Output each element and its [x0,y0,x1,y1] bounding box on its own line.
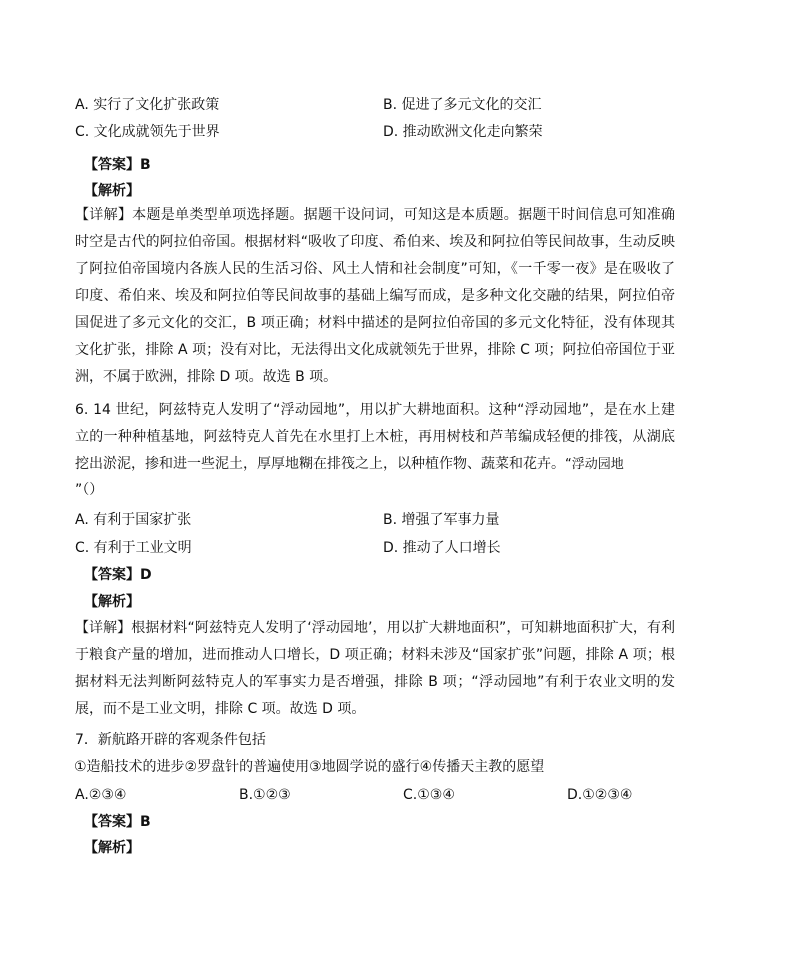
q6-stem-end: ”（） [75,482,104,498]
q6-stem-main: 6. 14 世纪，阿兹特克人发明了“浮动园地”，用以扩大耕地面积。这种“浮动园地”，是在水上建立的一种种植基地，阿兹特克人首先在水里打上木桩，再用树枝和芦苇编成轻便的排筏，从湖底挖出淤泥，掺和进一些泥土，厚厚地糊在排筏之上，以种植作物、蔬菜和花卉。 [75,402,675,472]
q5-answer: 【答案】B [84,157,151,173]
q7-stem: 7．新航路开辟的客观条件包括 [75,732,266,748]
q6-option-c: C. 有利于工业文明 [75,540,192,556]
q6-option-b: B. 增强了军事力量 [383,512,500,528]
q5-option-a: A. 实行了文化扩张政策 [75,97,220,113]
q7-option-c: C.①③④ [403,787,455,803]
q6-analysis-label: 【解析】 [84,594,140,610]
q6-answer: 【答案】D [84,567,152,583]
q7-option-d: D.①②③④ [567,787,633,803]
q7-conditions: ①造船技术的进步②罗盘针的普遍使用③地圆学说的盛行④传播天主教的愿望 [74,759,545,775]
q6-option-a: A. 有利于国家扩张 [75,512,192,528]
q7-option-b: B.①②③ [239,787,291,803]
q5-option-d: D. 推动欧洲文化走向繁荣 [383,124,543,140]
q7-answer: 【答案】B [84,814,151,830]
q5-option-b: B. 促进了多元文化的交汇 [383,97,542,113]
q5-analysis-label: 【解析】 [84,183,140,199]
q5-option-c: C. 文化成就领先于世界 [75,124,220,140]
q6-stem [75,397,675,478]
q6-option-d: D. 推动了人口增长 [383,540,501,556]
q5-detail: 【详解】本题是单类型单项选择题。据题干设问词，可知这是本质题。据题干时间信息可知准确时空是古代的阿拉伯帝国。根据材料“吸收了印度、希伯来、埃及和阿拉伯等民间故事，生动反映了阿拉伯帝国境内各族人民的生活习俗、风土人情和社会制度”可知，《一千零一夜》是在吸收了印度、希伯来、埃及和阿拉伯等民间故事的基础上编写而成，是多种文化交融的结果，阿拉伯帝国促进了多元文化的交汇，B 项正确；材料中描述的是阿拉伯帝国的多元文化特征，没有体现其文化扩张，排除 A 项；没有对比，无法得出文化成就领先于世界，排除 C 项；阿拉伯帝国位于亚洲，不属于欧洲，排除 D 项。故选 B 项。 [75,207,675,385]
q6-detail: 【详解】根据材料“阿兹特克人发明了‘浮动园地’，用以扩大耕地面积”，可知耕地面积扩大，有利于粮食产量的增加，进而推动人口增长，D 项正确；材料未涉及“国家扩张”问题，排除 A 项；根据材料无法判断阿兹特克人的军事实力是否增强，排除 B 项；“浮动园地”有利于农业文明的发展，而不是工业文明，排除 C 项。故选 D 项。 [75,620,675,717]
q6-stem-tail: “浮动园地 [565,457,624,472]
q7-option-a: A.②③④ [75,787,127,803]
q7-analysis-label: 【解析】 [84,840,140,856]
